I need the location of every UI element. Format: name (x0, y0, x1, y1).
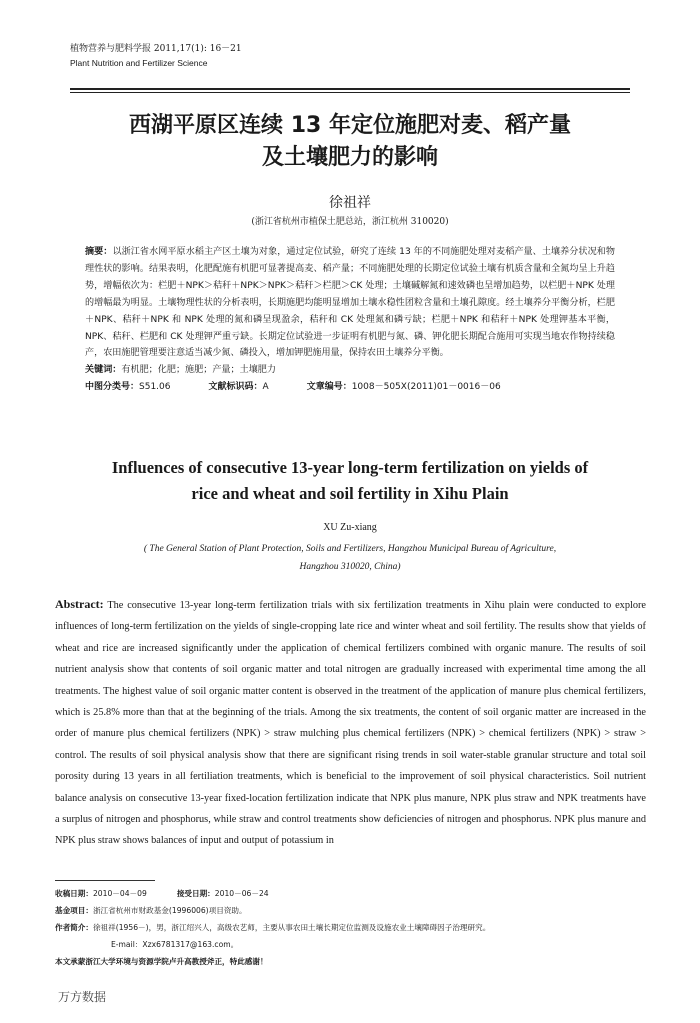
title-english (70, 455, 630, 507)
author-english: XU Zu-xiang (323, 522, 377, 533)
journal-header (70, 42, 630, 70)
title-english-line2: rice and wheat and soil fertility in Xihu Plain (191, 484, 509, 503)
abstract-english (55, 594, 646, 852)
affiliation-chinese: (浙江省杭州市植保土肥总站，浙江杭州 310020) (251, 217, 449, 227)
bio-label: 作者简介： (55, 923, 93, 932)
abstract-chinese-text: 以浙江省水网平原水稻主产区土壤为对象，通过定位试验，研究了连续 13 年的不同施肥处理对麦稻产量、土壤养分状况和物理性状的影响。结果表明，化肥配施有机肥可显著提高麦、稻产量；不同施肥处理的长期定位试验土壤有机质含量和全氮均呈上升趋势，增幅依次为：栏肥＋NPK＞秸秆＋NPK＞NPK＞秸秆＞栏肥＞CK 处理；土壤碱解氮和速效磷也呈增加趋势，以栏肥＋NPK 处理的增幅最为明显。土壤物理性状的分析表明，长期施肥均能明显增加土壤水稳性团粒含量和土壤孔隙度。经土壤养分平衡分析，栏肥＋NPK、秸秆＋NPK 和 NPK 处理的氮和磷呈现盈余，秸秆和 CK 处理氮和磷亏缺；栏肥＋NPK 和秸秆＋NPK 处理钾基本平衡，NPK、秸秆、栏肥和 CK 处理钾严重亏缺。长期定位试验进一步证明有机肥与氮、磷、钾化肥长期配合施用可实现当地农作物持续稳产，农田施肥管理要注意适当减少氮、磷投入，增加钾肥施用量，保持农田土壤养分平衡。 (85, 247, 615, 359)
keywords-chinese (85, 362, 615, 379)
fund-label: 基金项目： (55, 906, 93, 915)
title-chinese-line2: 及土壤肥力的影响 (261, 145, 438, 170)
affiliation-english-line1: ( The General Station of Plant Protection, Soils and Fertilizers, Hangzhou Municipal Bureau of Agriculture, (143, 544, 557, 554)
author-chinese: 徐祖祥 (329, 195, 371, 211)
bio-value: 徐祖祥(1956－)，男，浙江绍兴人，高级农艺师，主要从事农田土壤长期定位监测及设施农业土壤障碍因子治理研究。 (92, 923, 491, 932)
keywords-text: 有机肥；化肥；施肥；产量；土壤肥力 (121, 365, 276, 376)
abstract-english-label: Abstract: (55, 597, 104, 611)
keywords-label: 关键词： (85, 365, 122, 376)
title-chinese (70, 110, 630, 174)
doc-code-value: A (262, 382, 269, 393)
journal-name-en: Plant Nutrition and Fertilizer Science (70, 58, 208, 68)
chinese-abstract-block (85, 244, 615, 396)
abstract-english-text: The consecutive 13-year long-term fertilization trials with six fertilization treatments in Xihu plain were conducted to explore influences of long-term fertilization on the yields of single-cropping late rice and winter wheat and soil fertility. The results show that yields of wheat and rice are increased significantly under the application of chemical fertilizers combined with organic manure. The results of soil nutrient analysis show that contents of soil organic matter and total nitrogen are gradually increased with experimental time among the all treatments. The highest value of soil organic matter content is observed in the treatment of the application of manure plus chemical fertilizers, which is 25.8% more than that at the beginning of the trials. Among the six treatments, the content of soil organic matter are increased in the order of manure plus chemical fertilizers (NPK) > straw mulching plus chemical fertilizers (NPK) > chemical fertilizers (NPK) > straw > control. The results of soil physical analysis show that there are significant rising trends in soil water-stable granular structure and total soil porosity during 13 years in all fertiliation treatments, which is beneficial to the improvement of soil physical characteristics. Soil nutrient balance analysis on consecutive 13-year fixed-location fertilization indicate that NPK plus manure, NPK plus straw and NPK treatments have a surplus of nitrogen and phosphorus, while straw and control treatments show deficiencies of nitrogen and phosphorus. NPK plus manure and NPK plus straw shows balances of input and output of potassium in (55, 600, 646, 847)
footnote-email: E-mail：Xzx6781317@163.com。 (111, 940, 239, 949)
title-english-line1: Influences of consecutive 13-year long-term fertilization on yields of (111, 458, 589, 477)
abstract-chinese (85, 244, 615, 362)
footnotes (55, 885, 645, 970)
header-rule-thick (70, 88, 630, 90)
affiliation-english-line2: Hangzhou 310020, China) (299, 562, 401, 572)
header-rule-thin (70, 92, 630, 93)
journal-citation: 植物营养与肥料学报 2011,17(1): 16－21 (70, 44, 242, 54)
title-chinese-line1: 西湖平原区连续 13 年定位施肥对麦、稻产量 (129, 113, 571, 138)
abstract-chinese-label: 摘要： (85, 247, 113, 257)
footnote-fund (55, 902, 645, 919)
accepted-label: 接受日期： (176, 889, 215, 898)
article-id-value: 1008－505X(2011)01－0016－06 (351, 382, 501, 393)
affiliation-english (90, 540, 610, 576)
footnote-rule (55, 880, 155, 881)
footnote-bio (55, 919, 645, 936)
classification-line (85, 379, 615, 396)
doc-code-label: 文献标识码： (208, 382, 263, 393)
received-label: 收稿日期： (55, 889, 93, 898)
footnote-dates (55, 885, 645, 902)
fund-value: 浙江省杭州市财政基金(1996006)项目资助。 (92, 906, 247, 915)
accepted-date: 2010－06－24 (214, 889, 269, 898)
article-id-label: 文章编号： (306, 382, 352, 393)
received-date: 2010－04－09 (92, 889, 147, 898)
clc-value: S51.06 (139, 382, 171, 393)
clc-label: 中图分类号： (85, 382, 140, 393)
watermark: 万方数据 (58, 990, 107, 1004)
footnote-thanks: 本文承蒙浙江大学环境与资源学院卢升高教授斧正，特此感谢！ (55, 957, 268, 966)
